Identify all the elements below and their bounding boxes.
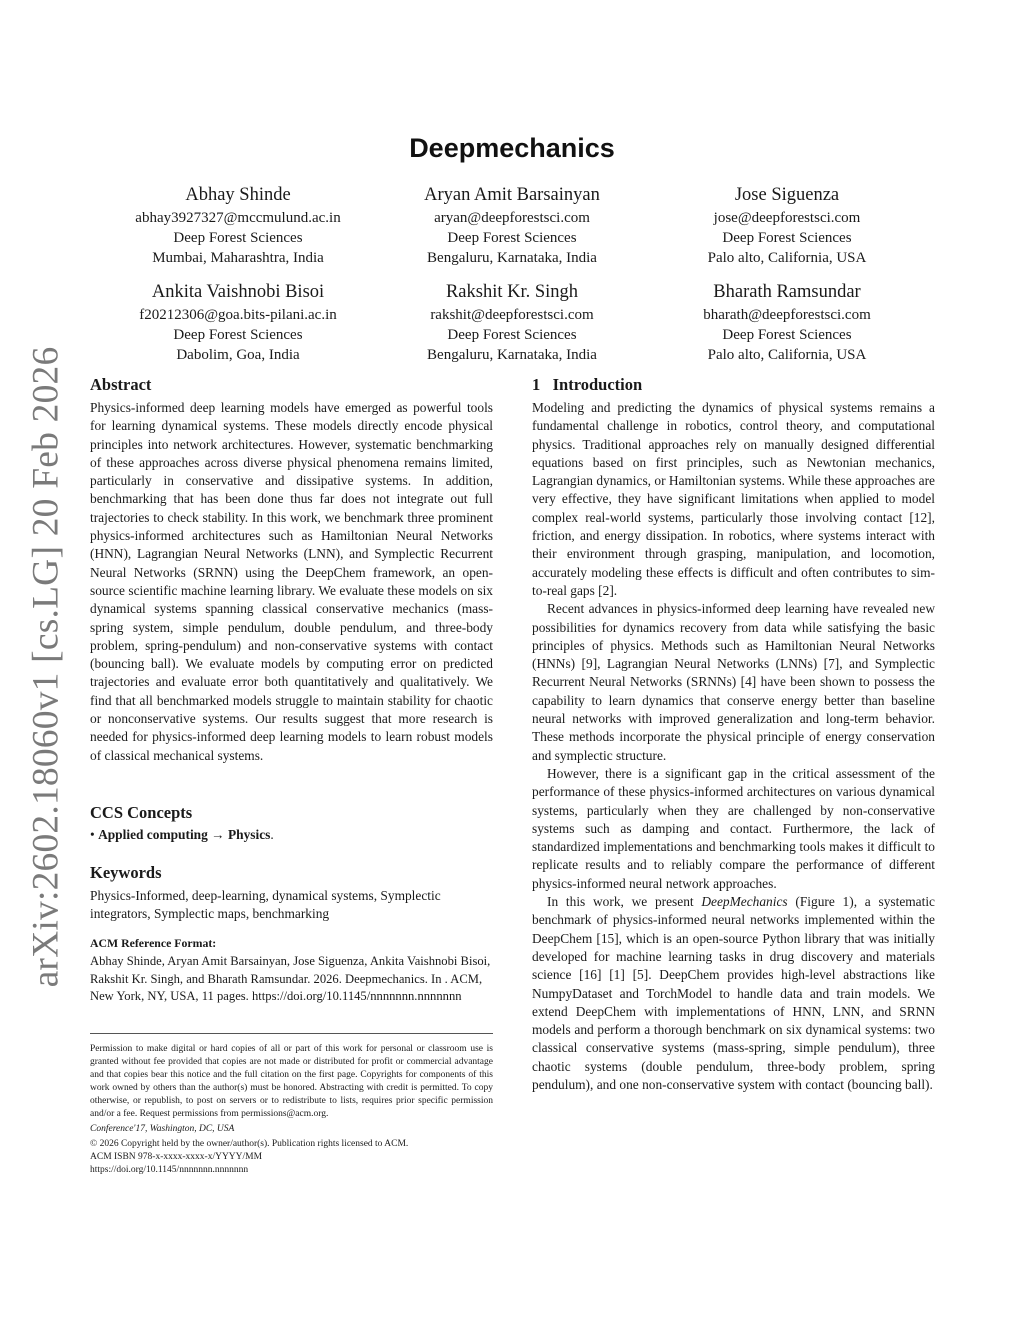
- intro-paragraph-2: Recent advances in physics-informed deep learning have revealed new possibilities for dynamics recovery from data while satisfying the basic principles of physics. Methods such as Hamiltonian Neural Networks (HNNs) [9], Lagrangian Neural Networks (LNNs) [7], and Symplectic Recurrent Neural Networks (SRNNs) [4] have been shown to possess the capability to learn dynamics that conserve energy better than baseline neural networks with improved generalization and long-term behavior. These methods incorporate the physical principle of energy conservation and symplectic structure.: [532, 601, 935, 763]
- author-location: Mumbai, Maharashtra, India: [152, 250, 324, 266]
- author-block: [88, 183, 388, 268]
- ccs-arrow: →: [211, 827, 225, 842]
- section-number: 1: [532, 375, 541, 394]
- acm-reference-heading: ACM Reference Format:: [90, 936, 217, 950]
- ccs-section: [90, 802, 493, 844]
- introduction-section: [532, 374, 935, 1094]
- ccs-bullet: •: [90, 827, 95, 842]
- ccs-end: .: [270, 827, 274, 842]
- author-affiliation: Deep Forest Sciences: [173, 327, 303, 343]
- author-affiliation: Deep Forest Sciences: [722, 230, 852, 246]
- author-name: Aryan Amit Barsainyan: [424, 185, 600, 205]
- footnote-divider: [90, 1033, 493, 1034]
- author-name: Abhay Shinde: [185, 185, 291, 205]
- section-title: Introduction: [552, 375, 643, 394]
- abstract-heading: Abstract: [90, 375, 152, 394]
- arxiv-identifier-text: arXiv:2602.18060v1 [cs.LG] 20 Feb 2026: [25, 346, 67, 988]
- intro-p4-rest: (Figure 1), a systematic benchmark of physics-informed neural networks implemented within the DeepChem [15], which is an open-source Python library that was initially developed for machine learning tasks in drug discovery and materials science [16] [1] [5]. DeepChem provides high-level abstractions like NumpyDataset and TorchModel to handle data and train models. We extend DeepChem with implementations of HNN, LNN, and SRNN models and perform a thorough benchmark on six dynamical systems: two classical conservative systems (mass-spring, simple pendulum), three chaotic systems (double pendulum, three-body problem, spring pendulum), and one non-conservative system with contact (bouncing ball).: [532, 894, 936, 1092]
- author-block: [362, 280, 662, 365]
- footnote-isbn: ACM ISBN 978-x-xxxx-xxxx-x/YYYY/MM: [90, 1152, 263, 1162]
- author-email[interactable]: f20212306@goa.bits-pilani.ac.in: [139, 307, 337, 323]
- acm-reference-section: [90, 935, 493, 1006]
- footnote-doi[interactable]: https://doi.org/10.1145/nnnnnnn.nnnnnnn: [90, 1165, 249, 1175]
- author-name: Jose Siguenza: [734, 185, 840, 205]
- author-affiliation: Deep Forest Sciences: [447, 327, 577, 343]
- intro-p4-start: In this work, we present: [547, 894, 702, 910]
- introduction-heading: [532, 374, 935, 396]
- author-location: Palo alto, California, USA: [707, 250, 867, 266]
- ccs-heading: CCS Concepts: [90, 803, 193, 822]
- abstract-section: [90, 374, 493, 765]
- author-name: Bharath Ramsundar: [713, 282, 861, 302]
- author-location: Bengaluru, Karnataka, India: [427, 347, 597, 363]
- author-affiliation: Deep Forest Sciences: [173, 230, 303, 246]
- paper-title: Deepmechanics: [409, 133, 615, 163]
- author-email[interactable]: rakshit@deepforestsci.com: [430, 307, 594, 323]
- author-block: [637, 280, 937, 365]
- abstract-text: Physics-informed deep learning models have emerged as powerful tools for learning dynamical systems. These models directly encode physical principles into network architectures. However, systematic benchmarking of these approaches across diverse physical phenomena remains limited, particularly in conservative and dissipative systems. In addition, benchmarking that has been done thus far does not integrate out full trajectories to check stability. In this work, we benchmark three prominent physics-informed architectures such as Hamiltonian Neural Networks (HNN), Lagrangian Neural Networks (LNN), and Symplectic Recurrent Neural Networks (SRNN) using the DeepChem framework, an open-source scientific machine learning library. We evaluate these models on six dynamical systems spanning classical conservative mechanics (mass-spring system, simple pendulum, double pendulum, and three-body problem, spring-pendulum) and non-conservative systems with contact (bouncing ball). We evaluate models by computing error on predicted trajectories and evaluate error both quantitatively and qualitatively. We find that all benchmarked models struggle to maintain stability for chaotic or nonconservative systems. Our results suggest that more research is needed for physics-informed deep learning models to learn robust models of classical mechanical systems.: [90, 400, 493, 763]
- arxiv-identifier: [16, 346, 76, 988]
- author-email[interactable]: abhay3927327@mccmulund.ac.in: [135, 210, 341, 226]
- author-email[interactable]: jose@deepforestsci.com: [713, 210, 861, 226]
- footnote: [90, 1043, 493, 1177]
- intro-paragraph-4: [532, 893, 935, 1094]
- intro-paragraph-1: Modeling and predicting the dynamics of physical systems remains a fundamental challenge in robotics, control theory, and computational physics. Traditional approaches rely on manually designed differential equations based on first principles, such as Newtonian mechanics, Lagrangian dynamics, or Hamiltonian systems. While these approaches are very effective, they have significant limitations when applied to model complex real-world systems, particularly those involving contact [12], friction, and energy dissipation. In robotics, where systems interact with their environment through grasping, manipulation, and locomotion, accurately modeling these effects is difficult and often contributes to sim-to-real gaps [2].: [532, 400, 935, 598]
- ccs-concept-a: Applied computing: [98, 827, 208, 842]
- author-name: Ankita Vaishnobi Bisoi: [151, 282, 325, 302]
- author-block: [362, 183, 662, 268]
- footnote-conference: Conference'17, Washington, DC, USA: [90, 1124, 235, 1134]
- author-affiliation: Deep Forest Sciences: [722, 327, 852, 343]
- author-block: [88, 280, 388, 365]
- keywords-text: Physics-Informed, deep-learning, dynamical systems, Symplectic integrators, Symplectic maps, benchmarking: [90, 888, 441, 922]
- author-affiliation: Deep Forest Sciences: [447, 230, 577, 246]
- intro-p4-emphasis: DeepMechanics: [701, 894, 788, 910]
- keywords-heading: Keywords: [90, 863, 162, 882]
- author-location: Dabolim, Goa, India: [176, 347, 300, 363]
- author-block: [637, 183, 937, 268]
- author-location: Palo alto, California, USA: [707, 347, 867, 363]
- author-email[interactable]: aryan@deepforestsci.com: [434, 210, 590, 226]
- intro-paragraph-3: However, there is a significant gap in the critical assessment of the performance of these physics-informed architectures on various dynamical systems, particularly when they are challenged by non-conservative systems such as damping and contact. Furthermore, the lack of standardized implementations and benchmarking tools makes it difficult to replicate results and to reliably compare the performance of different physics-informed neural network approaches.: [532, 765, 935, 891]
- author-name: Rakshit Kr. Singh: [445, 282, 579, 302]
- footnote-permission: Permission to make digital or hard copies of all or part of this work for personal or classroom use is granted without fee provided that copies are not made or distributed for profit or commercial advantage and that copies bear this notice and the full citation on the first page. Copyrights for components of this work owned by others than the author(s) must be honored. Abstracting with credit is permitted. To copy otherwise, or republish, to post on servers or to redistribute to lists, requires prior specific permission and/or a fee. Request permissions from permissions@acm.org.: [90, 1044, 493, 1119]
- ccs-concept-b: Physics: [227, 827, 271, 842]
- keywords-section: [90, 862, 493, 924]
- author-location: Bengaluru, Karnataka, India: [427, 250, 597, 266]
- ccs-concepts: [90, 826, 493, 844]
- footnote-copyright: © 2026 Copyright held by the owner/author(s). Publication rights licensed to ACM.: [90, 1139, 409, 1149]
- author-email[interactable]: bharath@deepforestsci.com: [703, 307, 871, 323]
- acm-reference-text: Abhay Shinde, Aryan Amit Barsainyan, Jose Siguenza, Ankita Vaishnobi Bisoi, Rakshit Kr. Singh, and Bharath Ramsundar. 2026. Deepmechanics. In . ACM, New York, NY, USA, 11 pages. https://doi.org/10.1145/nnnnnnn.nnnnnnn: [90, 953, 491, 1004]
